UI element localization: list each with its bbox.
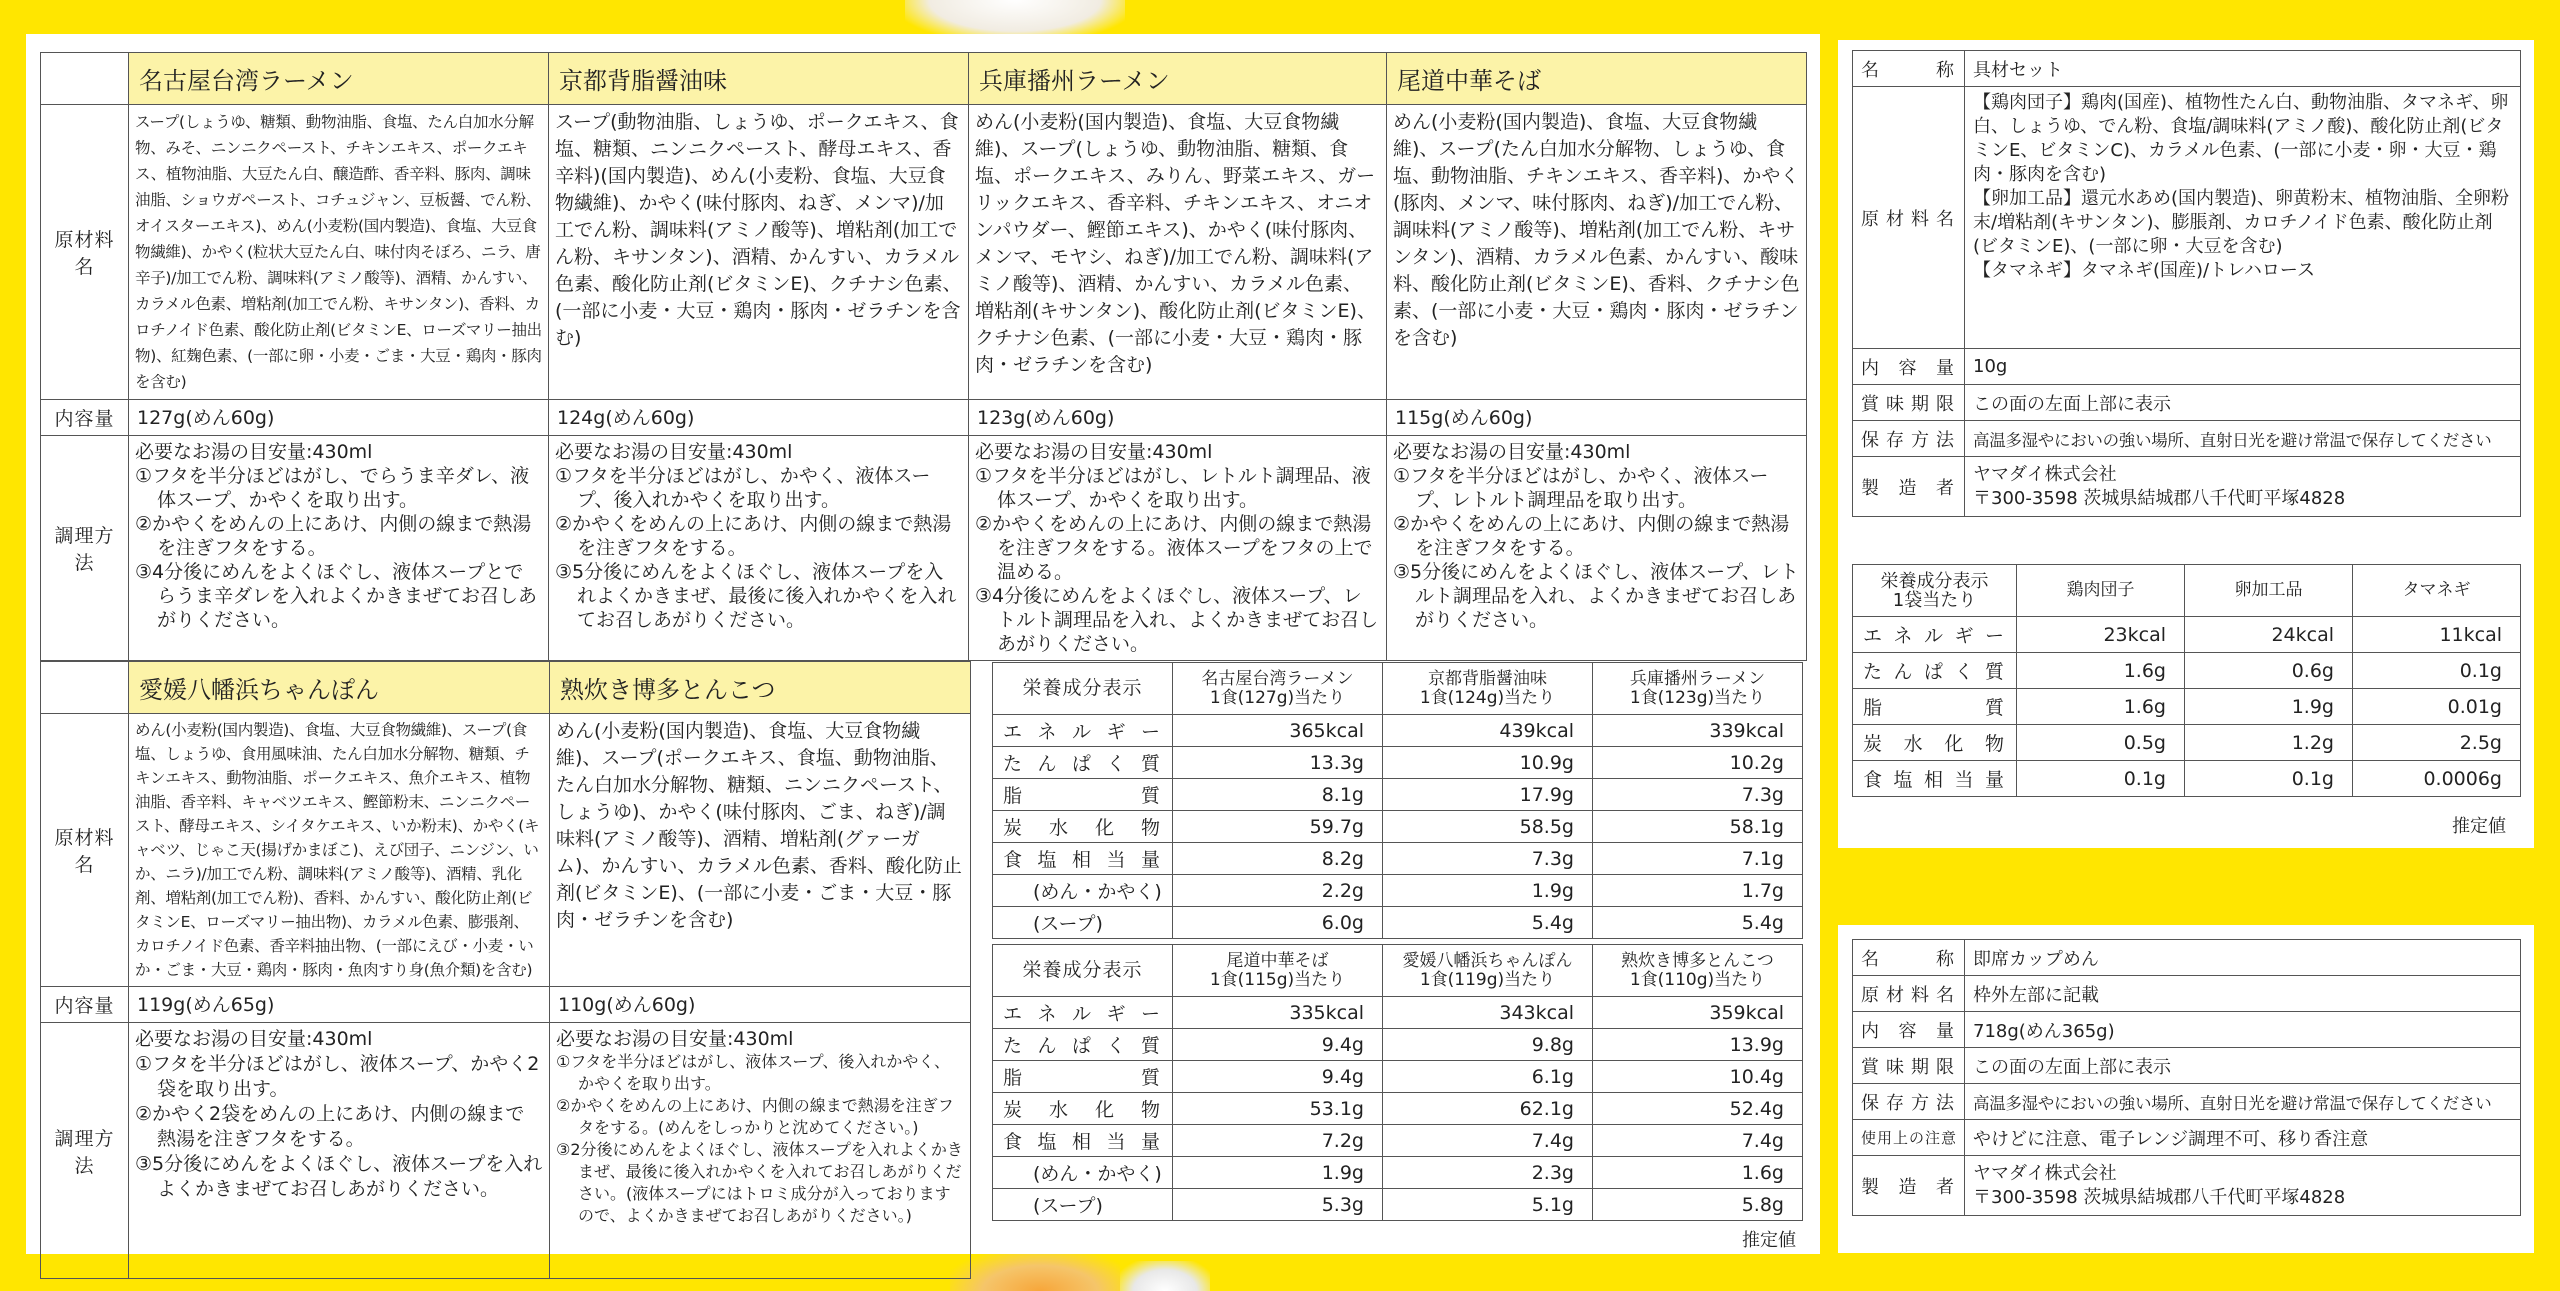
cooking-step: ③5分後にめんをよくほぐし、液体スープ、レトルト調理品を入れ、よくかきまぜてお召しあがりください。 — [1393, 561, 1799, 631]
water-amount: 必要なお湯の目安量:430ml — [135, 1028, 373, 1050]
cooking-step: ②かやくをめんの上にあけ、内側の線まで熱湯を注ぎフタをする。(めんをしっかりと沈めてください。) — [556, 1096, 954, 1137]
ingredients-value: 枠外左部に記載 — [1965, 976, 2521, 1012]
ingredients-label: 原材料名 — [41, 714, 129, 987]
water-amount: 必要なお湯の目安量:430ml — [555, 441, 793, 463]
product-name: 京都背脂醤油味 — [549, 53, 969, 105]
cooking-step: ③4分後にめんをよくほぐし、液体スープとでらうま辛ダレを入れよくかきまぜてお召しあがりください。 — [135, 561, 538, 631]
maker-name: ヤマダイ株式会社 — [1973, 1162, 2117, 1184]
nutrition-col-header: 卵加工品 — [2185, 565, 2353, 617]
nutrition-title: 栄養成分表示 — [993, 945, 1173, 997]
ingredients-row — [41, 105, 1807, 400]
maker-address: 〒300-3598 茨城県結城郡八千代町平塚4828 — [1973, 487, 2346, 509]
expiry-value: この面の左面上部に表示 — [1965, 1048, 2521, 1084]
storage-label: 保存方法 — [1853, 1084, 1965, 1120]
manufacturer-value — [1965, 1156, 2521, 1216]
name-value: 具材セット — [1965, 51, 2521, 87]
cooking-step: ②かやくをめんの上にあけ、内側の線まで熱湯を注ぎフタをする。 — [135, 513, 532, 559]
summary-panel — [1838, 925, 2534, 1253]
nutrition-col-header: 熟炊き博多とんこつ 1食(110g)当たり — [1593, 945, 1803, 997]
cooking-step: ①フタを半分ほどはがし、かやく、液体スープ、レトルト調理品を取り出す。 — [1393, 465, 1769, 511]
corner-cell — [41, 662, 129, 714]
product-name: 兵庫播州ラーメン — [969, 53, 1387, 105]
product-info-panel — [26, 34, 1820, 1254]
cooking-label: 調理方法 — [41, 436, 129, 661]
manufacturer-value — [1965, 457, 2521, 517]
capacity-label: 内容量 — [1853, 349, 1965, 385]
ingredients-text: めん(小麦粉(国内製造)、食塩、大豆食物繊維)、スープ(食塩、しょうゆ、食用風味油、たん白加水分解物、糖類、チキンエキス、動物油脂、ポークエキス、魚介エキス、植物油脂、香辛料、キャベツエキス、鰹節粉末、ニンニクペースト、酵母エキス、シイタケエキス、いか粉末)、かやく(キャベツ、じゃこ天(揚げかまぼこ)、えび団子、ニンジン、いか、ニラ)/加工でん粉、調味料(アミノ酸等)、酒精、乳化剤、増粘剤(加工でん粉)、香料、かんすい、酸化防止剤(ビタミンE、ローズマリー抽出物)、カラメル色素、膨張剤、カロチノイド色素、香辛料抽出物、(一部にえび・小麦・いか・ごま・大豆・鶏肉・豚肉・魚肉すり身(魚介類)を含む) — [129, 714, 550, 987]
nutrition-col-header: 京都背脂醤油味 1食(124g)当たり — [1383, 663, 1593, 715]
ingredients-label: 原材料名 — [41, 105, 129, 400]
cooking-steps — [550, 1023, 971, 1279]
caution-value: やけどに注意、電子レンジ調理不可、移り香注意 — [1965, 1120, 2521, 1156]
estimated-note: 推定値 — [1742, 1230, 1796, 1251]
manufacturer-label: 製造者 — [1853, 457, 1965, 517]
capacity-value: 115g(めん60g) — [1387, 400, 1807, 436]
name-value: 即席カップめん — [1965, 940, 2521, 976]
nutrition-row: 炭水化物 59.7g 58.5g 58.1g — [993, 811, 1803, 843]
capacity-value: 119g(めん65g) — [129, 987, 550, 1023]
cooking-step: ②かやく2袋をめんの上にあけ、内側の線まで熱湯を注ぎフタをする。 — [135, 1103, 525, 1150]
ingredients-row — [41, 714, 971, 987]
expiry-label: 賞味期限 — [1853, 385, 1965, 421]
storage-value: 高温多湿やにおいの強い場所、直射日光を避け常温で保存してください — [1965, 421, 2521, 457]
cooking-steps — [129, 1023, 550, 1279]
cooking-step: ①フタを半分ほどはがし、レトルト調理品、液体スープ、かやくを取り出す。 — [975, 465, 1371, 511]
nutrition-row: エネルギー 335kcal 343kcal 359kcal — [993, 997, 1803, 1029]
water-amount: 必要なお湯の目安量:430ml — [556, 1028, 794, 1050]
capacity-label: 内容量 — [41, 400, 129, 436]
ingredients-text: めん(小麦粉(国内製造)、食塩、大豆食物繊維)、スープ(ポークエキス、食塩、動物油脂、たん白加水分解物、糖類、ニンニクペースト、しょうゆ)、かやく(味付豚肉、ごま、ねぎ)/調味料(アミノ酸等)、酒精、増粘剤(グァーガム)、かんすい、カラメル色素、香料、酸化防止剤(ビタミンE)、(一部に小麦・ごま・大豆・豚肉・ゼラチンを含む) — [550, 714, 971, 987]
nutrition-col-header: 鶏肉団子 — [2017, 565, 2185, 617]
nutrition-row: たんぱく質 13.3g 10.9g 10.2g — [993, 747, 1803, 779]
nutrition-row: エネルギー 23kcal 24kcal 11kcal — [1853, 617, 2521, 653]
product-name: 尾道中華そば — [1387, 53, 1807, 105]
water-amount: 必要なお湯の目安量:430ml — [975, 441, 1213, 463]
capacity-row — [41, 400, 1807, 436]
nutrition-row: 食塩相当量 8.2g 7.3g 7.1g — [993, 843, 1803, 875]
nutrition-row: 食塩相当量 7.2g 7.4g 7.4g — [993, 1125, 1803, 1157]
capacity-label: 内容量 — [41, 987, 129, 1023]
cooking-steps — [969, 436, 1387, 661]
nutrition-title: 栄養成分表示 — [993, 663, 1173, 715]
nutrition-header-row — [993, 945, 1803, 997]
maker-address: 〒300-3598 茨城県結城郡八千代町平塚4828 — [1973, 1186, 2346, 1208]
estimated-note: 推定値 — [2452, 816, 2506, 837]
nutrition-row: 脂質 9.4g 6.1g 10.4g — [993, 1061, 1803, 1093]
nutrition-row: 脂質 1.6g 1.9g 0.01g — [1853, 689, 2521, 725]
capacity-value: 10g — [1965, 349, 2521, 385]
nutrition-row: 炭水化物 0.5g 1.2g 2.5g — [1853, 725, 2521, 761]
cooking-step: ①フタを半分ほどはがし、液体スープ、かやく2袋を取り出す。 — [135, 1053, 540, 1100]
expiry-value: この面の左面上部に表示 — [1965, 385, 2521, 421]
cooking-label: 調理方法 — [41, 1023, 129, 1279]
nutrition-row: (スープ) 5.3g 5.1g 5.8g — [993, 1189, 1803, 1221]
cooking-row — [41, 436, 1807, 661]
storage-value: 高温多湿やにおいの強い場所、直射日光を避け常温で保存してください — [1965, 1084, 2521, 1120]
nutrition-table-a — [992, 662, 1803, 939]
expiry-label: 賞味期限 — [1853, 1048, 1965, 1084]
cooking-steps — [549, 436, 969, 661]
cooking-step: ②かやくをめんの上にあけ、内側の線まで熱湯を注ぎフタをする。液体スープをフタの上で温める。 — [975, 513, 1373, 583]
caution-label: 使用上の注意 — [1853, 1120, 1965, 1156]
capacity-label: 内容量 — [1853, 1012, 1965, 1048]
package-art-bottom — [950, 1251, 1130, 1291]
nutrition-col-header: 尾道中華そば 1食(115g)当たり — [1173, 945, 1383, 997]
cooking-step: ③5分後にめんをよくほぐし、液体スープを入れよくかきまぜてお召しあがりください。 — [135, 1153, 543, 1200]
name-label: 名称 — [1853, 51, 1965, 87]
storage-label: 保存方法 — [1853, 421, 1965, 457]
ingredients-text: めん(小麦粉(国内製造)、食塩、大豆食物繊維)、スープ(たん白加水分解物、しょうゆ、食塩、動物油脂、チキンエキス、香辛料)、かやく(豚肉、メンマ、味付豚肉、ねぎ)/加工でん粉、調味料(アミノ酸等)、増粘剤(加工でん粉、キサンタン)、酒精、カラメル色素、かんすい、酸味料、酸化防止剤(ビタミンE)、香料、クチナシ色素、(一部に小麦・大豆・鶏肉・豚肉・ゼラチンを含む) — [1387, 105, 1807, 400]
capacity-value: 123g(めん60g) — [969, 400, 1387, 436]
nutrition-col-header: 名古屋台湾ラーメン 1食(127g)当たり — [1173, 663, 1383, 715]
cooking-step: ①フタを半分ほどはがし、でらうま辛ダレ、液体スープ、かやくを取り出す。 — [135, 465, 530, 511]
capacity-value: 127g(めん60g) — [129, 400, 549, 436]
cooking-step: ③2分後にめんをよくほぐし、液体スープを入れよくかきまぜ、最後に後入れかやくを入れてお召しあがりください。(液体スープにはトロミ成分が入っておりますので、よくかきまぜてお召しあがりください。) — [556, 1140, 963, 1225]
ingredients-text: スープ(しょうゆ、糖類、動物油脂、食塩、たん白加水分解物、みそ、ニンニクペースト、チキンエキス、ポークエキス、植物油脂、大豆たん白、醸造酢、香辛料、豚肉、調味油脂、ショウガペースト、コチュジャン、豆板醤、でん粉、オイスターエキス)、めん(小麦粉(国内製造)、食塩、大豆食物繊維)、かやく(粒状大豆たん白、味付肉そぼろ、ニラ、唐辛子)/加工でん粉、調味料(アミノ酸等)、酒精、かんすい、カラメル色素、増粘剤(加工でん粉、キサンタン)、香料、カロチノイド色素、酸化防止剤(ビタミンE、ローズマリー抽出物)、紅麹色素、(一部に卵・小麦・ごま・大豆・鶏肉・豚肉を含む) — [129, 105, 549, 400]
ingredient-item: 【鶏肉団子】鶏肉(国産)、植物性たん白、動物油脂、タマネギ、卵白、しょうゆ、でん粉、食塩/調味料(アミノ酸)、酸化防止剤(ビタミンE、ビタミンC)、カラメル色素、(一部に小麦・卵・大豆・鶏肉・豚肉を含む) — [1973, 92, 2509, 185]
manufacturer-label: 製造者 — [1853, 1156, 1965, 1216]
ingredients-value — [1965, 87, 2521, 349]
ingredient-set-nutrition-table — [1852, 564, 2521, 797]
product-name: 名古屋台湾ラーメン — [129, 53, 549, 105]
capacity-value: 124g(めん60g) — [549, 400, 969, 436]
package-art-bottom-2 — [1120, 1261, 1210, 1291]
ingredient-set-table — [1852, 50, 2521, 517]
capacity-value: 718g(めん365g) — [1965, 1012, 2521, 1048]
nutrition-row: たんぱく質 9.4g 9.8g 13.9g — [993, 1029, 1803, 1061]
capacity-value: 110g(めん60g) — [550, 987, 971, 1023]
nutrition-title: 栄養成分表示 1袋当たり — [1853, 565, 2017, 617]
nutrition-row: 炭水化物 53.1g 62.1g 52.4g — [993, 1093, 1803, 1125]
nutrition-header-row — [993, 663, 1803, 715]
cooking-step: ③5分後にめんをよくほぐし、液体スープを入れよくかきまぜ、最後に後入れかやくを入れてお召しあがりください。 — [555, 561, 957, 631]
nutrition-table-b — [992, 944, 1803, 1221]
ingredient-set-panel — [1838, 40, 2534, 848]
product-header-row — [41, 53, 1807, 105]
product-table-top — [40, 52, 1807, 661]
capacity-row — [41, 987, 971, 1023]
cooking-step: ②かやくをめんの上にあけ、内側の線まで熱湯を注ぎフタをする。 — [1393, 513, 1790, 559]
nutrition-col-header: タマネギ — [2353, 565, 2521, 617]
nutrition-row: (スープ) 6.0g 5.4g 5.4g — [993, 907, 1803, 939]
ingredient-item: 【卵加工品】還元水あめ(国内製造)、卵黄粉末、植物油脂、全卵粉末/増粘剤(キサンタン)、膨脹剤、カロチノイド色素、酸化防止剤(ビタミンE)、(一部に卵・大豆を含む) — [1973, 188, 2510, 257]
product-table-bottom — [40, 661, 971, 1279]
nutrition-row: エネルギー 365kcal 439kcal 339kcal — [993, 715, 1803, 747]
nutrition-row: 食塩相当量 0.1g 0.1g 0.0006g — [1853, 761, 2521, 797]
cooking-step: ②かやくをめんの上にあけ、内側の線まで熱湯を注ぎフタをする。 — [555, 513, 952, 559]
water-amount: 必要なお湯の目安量:430ml — [135, 441, 373, 463]
water-amount: 必要なお湯の目安量:430ml — [1393, 441, 1631, 463]
product-name: 熟炊き博多とんこつ — [550, 662, 971, 714]
cooking-steps — [1387, 436, 1807, 661]
cooking-row — [41, 1023, 971, 1279]
summary-table — [1852, 939, 2521, 1216]
cooking-step: ③4分後にめんをよくほぐし、液体スープ、レトルト調理品を入れ、よくかきまぜてお召しあがりください。 — [975, 585, 1379, 655]
name-label: 名称 — [1853, 940, 1965, 976]
product-header-row — [41, 662, 971, 714]
nutrition-row: 脂質 8.1g 17.9g 7.3g — [993, 779, 1803, 811]
cooking-step: ①フタを半分ほどはがし、かやく、液体スープ、後入れかやくを取り出す。 — [555, 465, 931, 511]
ingredients-text: スープ(動物油脂、しょうゆ、ポークエキス、食塩、糖類、ニンニクペースト、酵母エキス、香辛料)(国内製造)、めん(小麦粉、食塩、大豆食物繊維)、かやく(味付豚肉、ねぎ、メンマ)/加工でん粉、調味料(アミノ酸等)、増粘剤(加工でん粉、キサンタン)、酒精、かんすい、カラメル色素、酸化防止剤(ビタミンE)、クチナシ色素、(一部に小麦・大豆・鶏肉・豚肉・ゼラチンを含む) — [549, 105, 969, 400]
nutrition-col-header: 愛媛八幡浜ちゃんぽん 1食(119g)当たり — [1383, 945, 1593, 997]
cooking-step: ①フタを半分ほどはがし、液体スープ、後入れかやく、かやくを取り出す。 — [556, 1052, 951, 1093]
ingredient-item: 【タマネギ】タマネギ(国産)/トレハロース — [1973, 260, 2315, 281]
maker-name: ヤマダイ株式会社 — [1973, 463, 2117, 485]
nutrition-row: (めん・かやく) 2.2g 1.9g 1.7g — [993, 875, 1803, 907]
corner-cell — [41, 53, 129, 105]
ingredients-label: 原材料名 — [1853, 976, 1965, 1012]
nutrition-col-header: 兵庫播州ラーメン 1食(123g)当たり — [1593, 663, 1803, 715]
nutrition-row: たんぱく質 1.6g 0.6g 0.1g — [1853, 653, 2521, 689]
product-name: 愛媛八幡浜ちゃんぽん — [129, 662, 550, 714]
ingredients-text: めん(小麦粉(国内製造)、食塩、大豆食物繊維)、スープ(しょうゆ、動物油脂、糖類、食塩、ポークエキス、みりん、野菜エキス、ガーリックエキス、香辛料、チキンエキス、オニオンパウダー、鰹節エキス)、かやく(味付豚肉、メンマ、モヤシ、ねぎ)/加工でん粉、調味料(アミノ酸等)、酒精、かんすい、カラメル色素、増粘剤(キサンタン)、酸化防止剤(ビタミンE)、クチナシ色素、(一部に小麦・大豆・鶏肉・豚肉・ゼラチンを含む) — [969, 105, 1387, 400]
nutrition-row: (めん・かやく) 1.9g 2.3g 1.6g — [993, 1157, 1803, 1189]
cooking-steps — [129, 436, 549, 661]
ingredients-label: 原材料名 — [1853, 87, 1965, 349]
